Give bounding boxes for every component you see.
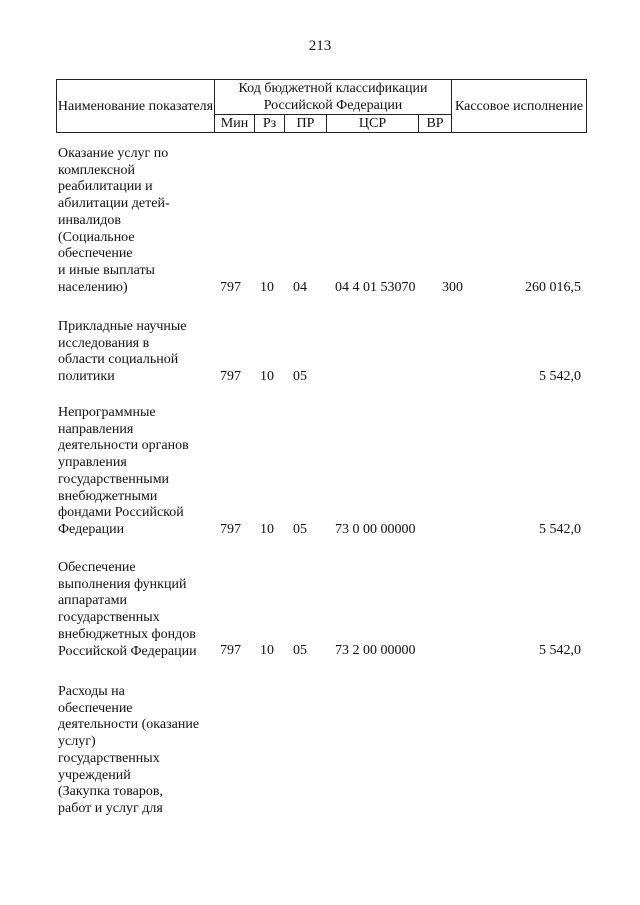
header-pr: ПР <box>285 115 327 133</box>
header-name-column: Наименование показателя <box>57 80 215 133</box>
cell-amount: 5 542,0 <box>539 369 581 385</box>
cell-amount: 260 016,5 <box>525 279 581 295</box>
cell-rz: 10 <box>260 521 274 537</box>
cell-min: 797 <box>220 369 241 385</box>
row-name-line: внебюджетными <box>58 488 158 504</box>
row-name-line: Федерации <box>58 521 125 537</box>
table-header <box>56 79 587 133</box>
row-name-line: (Закупка товаров, <box>58 784 163 800</box>
cell-min: 797 <box>220 279 241 295</box>
row-name-line: Непрограммные <box>58 405 156 420</box>
page-number: 213 <box>308 38 332 54</box>
table-row <box>56 684 586 818</box>
cell-pr: 05 <box>293 369 307 385</box>
row-name-line: выполнения функций <box>58 576 187 592</box>
row-name-line: населению) <box>58 279 128 295</box>
header-rz: Рз <box>255 115 285 133</box>
row-name-line: государственных <box>58 750 160 766</box>
cell-csr: 73 0 00 00000 <box>335 521 416 537</box>
row-name-line: государственных <box>58 610 160 626</box>
cell-amount: 5 542,0 <box>539 521 581 537</box>
row-name-line: Российской Федерации <box>58 643 197 659</box>
table-row <box>56 405 586 539</box>
row-name-line: фондами Российской <box>58 505 184 521</box>
cell-min: 797 <box>220 643 241 659</box>
row-name-line: работ и услуг для <box>58 800 163 816</box>
table-row <box>56 319 586 386</box>
row-name <box>58 146 216 296</box>
table-row <box>56 560 586 660</box>
row-name <box>58 405 216 539</box>
row-name-line: области социальной <box>58 352 179 368</box>
cell-rz: 10 <box>260 279 274 295</box>
row-name-line: реабилитации и <box>58 179 153 195</box>
row-name-line: (Социальное <box>58 229 135 245</box>
row-name-line: абилитации детей- <box>58 196 170 212</box>
row-name-line: и иные выплаты <box>58 262 155 278</box>
header-csr: ЦСР <box>327 115 419 133</box>
row-name-line: политики <box>58 369 115 385</box>
cell-pr: 05 <box>293 643 307 659</box>
row-name-line: обеспечение <box>58 700 133 716</box>
row-name-line: управления <box>58 455 127 471</box>
cell-min: 797 <box>220 521 241 537</box>
cell-rz: 10 <box>260 369 274 385</box>
row-name <box>58 684 216 818</box>
row-name-line: Обеспечение <box>58 560 136 575</box>
cell-csr: 73 2 00 00000 <box>335 643 416 659</box>
row-name <box>58 319 216 386</box>
row-name-line: аппаратами <box>58 593 127 609</box>
row-name-line: услуг) <box>58 734 96 750</box>
row-name-line: государственными <box>58 471 170 487</box>
row-name-line: деятельности органов <box>58 438 189 454</box>
header-vr: ВР <box>419 115 452 133</box>
cell-rz: 10 <box>260 643 274 659</box>
row-name-line: комплексной <box>58 162 136 178</box>
row-name-line: Расходы на <box>58 684 125 699</box>
row-name-line: обеспечение <box>58 246 133 262</box>
row-name <box>58 560 216 660</box>
row-name-line: деятельности (оказание <box>58 717 200 733</box>
cell-pr: 05 <box>293 521 307 537</box>
header-amount-column: Кассовое исполнение <box>452 80 587 133</box>
row-name-line: инвалидов <box>58 212 121 228</box>
row-name-line: Оказание услуг по <box>58 146 169 161</box>
cell-csr: 04 4 01 53070 <box>335 279 416 295</box>
table-row <box>56 146 586 296</box>
row-name-line: исследования в <box>58 335 150 351</box>
cell-pr: 04 <box>293 279 307 295</box>
row-name-line: Прикладные научные <box>58 319 187 334</box>
row-name-line: направления <box>58 421 134 437</box>
row-name-line: учреждений <box>58 767 131 783</box>
header-min: Мин <box>215 115 255 133</box>
header-code-group: Код бюджетной классификации Российской Федерации <box>215 80 452 115</box>
cell-vr: 300 <box>442 279 463 295</box>
row-name-line: внебюджетных фондов <box>58 626 196 642</box>
cell-amount: 5 542,0 <box>539 643 581 659</box>
